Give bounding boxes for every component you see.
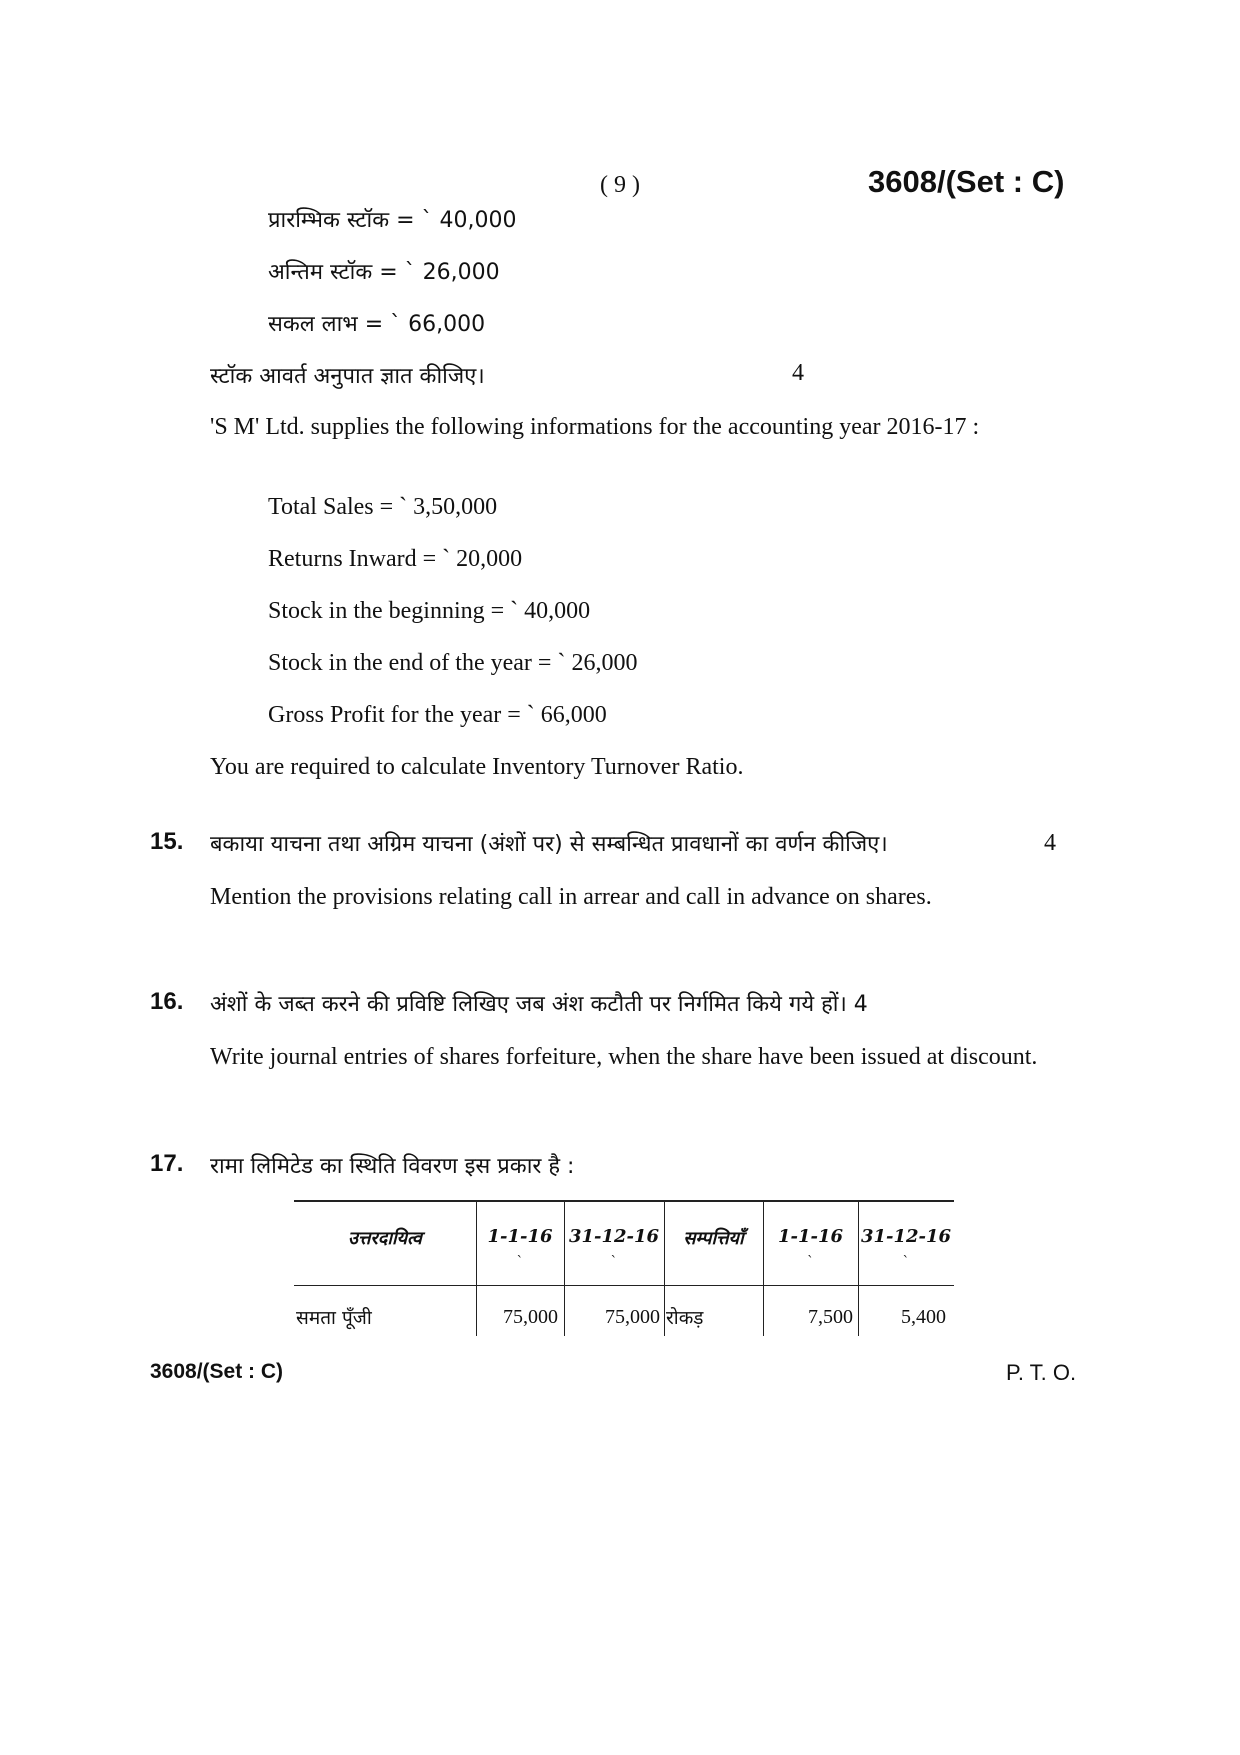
question-16-english: Write journal entries of shares forfeiture, when the share have been issued at discount. [210, 1044, 1038, 1070]
question-15-number: 15. [150, 828, 184, 855]
question-15-hindi: बकाया याचना तथा अग्रिम याचना (अंशों पर) से सम्बन्धित प्रावधानों का वर्णन कीजिए। [210, 832, 888, 857]
paper-code-header: 3608/(Set : C) [868, 164, 1065, 199]
question-15-english: Mention the provisions relating call in arrear and call in advance on shares. [210, 884, 932, 910]
row-cash-label: रोकड़ [666, 1307, 704, 1329]
row-cash-2016-jan: 7,500 [808, 1306, 853, 1328]
header-liab-date-2: 31-12-16 [568, 1226, 660, 1247]
currency-symbol: ` [807, 1254, 814, 1270]
total-sales: Total Sales = ` 3,50,000 [268, 494, 498, 520]
hindi-opening-stock: प्रारम्भिक स्टॉक = ` 40,000 [268, 208, 517, 233]
currency-symbol: ` [610, 1254, 618, 1270]
english-intro: 'S M' Ltd. supplies the following informations for the accounting year 2016-17 : [210, 414, 980, 440]
hindi-question-marks: 4 [792, 360, 804, 386]
please-turn-over: P. T. O. [1006, 1360, 1077, 1385]
question-17-hindi: रामा लिमिटेड का स्थिति विवरण इस प्रकार है : [210, 1154, 575, 1179]
hindi-closing-stock: अन्तिम स्टॉक = ` 26,000 [268, 260, 500, 285]
hindi-gross-profit: सकल लाभ = ` 66,000 [268, 312, 486, 337]
hindi-question-14: स्टॉक आवर्त अनुपात ज्ञात कीजिए। [210, 364, 485, 389]
page-number: ( 9 ) [600, 172, 640, 198]
table-divider [664, 1202, 665, 1336]
currency-symbol: ` [902, 1254, 910, 1270]
row-equity-capital-2016-jan: 75,000 [503, 1306, 558, 1328]
row-cash-2016-dec: 5,400 [901, 1306, 946, 1328]
gross-profit: Gross Profit for the year = ` 66,000 [268, 702, 607, 728]
table-header-rule [294, 1285, 954, 1286]
header-liabilities: उत्तरदायित्व [348, 1228, 422, 1249]
question-16-hindi: अंशों के जब्त करने की प्रविष्टि लिखिए जब अंश कटौती पर निर्गमित किये गये हों। 4 [210, 992, 868, 1017]
stock-beginning: Stock in the beginning = ` 40,000 [268, 598, 591, 624]
currency-symbol: ` [516, 1254, 524, 1270]
row-equity-capital-label: समता पूँजी [296, 1307, 372, 1329]
stock-end: Stock in the end of the year = ` 26,000 [268, 650, 638, 676]
paper-code-footer: 3608/(Set : C) [150, 1360, 284, 1383]
header-asset-date-2: 31-12-16 [860, 1226, 952, 1247]
balance-sheet-table [294, 1200, 954, 1336]
header-asset-date-1: 1-1-16 [777, 1226, 844, 1247]
question-15-marks: 4 [1044, 830, 1056, 856]
header-assets: सम्पत्तियाँ [683, 1228, 744, 1249]
row-equity-capital-2016-dec: 75,000 [605, 1306, 660, 1328]
header-liab-date-1: 1-1-16 [487, 1226, 553, 1247]
question-17-number: 17. [150, 1150, 184, 1177]
question-16-number: 16. [150, 988, 184, 1015]
returns-inward: Returns Inward = ` 20,000 [268, 546, 523, 572]
english-question-14: You are required to calculate Inventory Turnover Ratio. [210, 754, 744, 780]
